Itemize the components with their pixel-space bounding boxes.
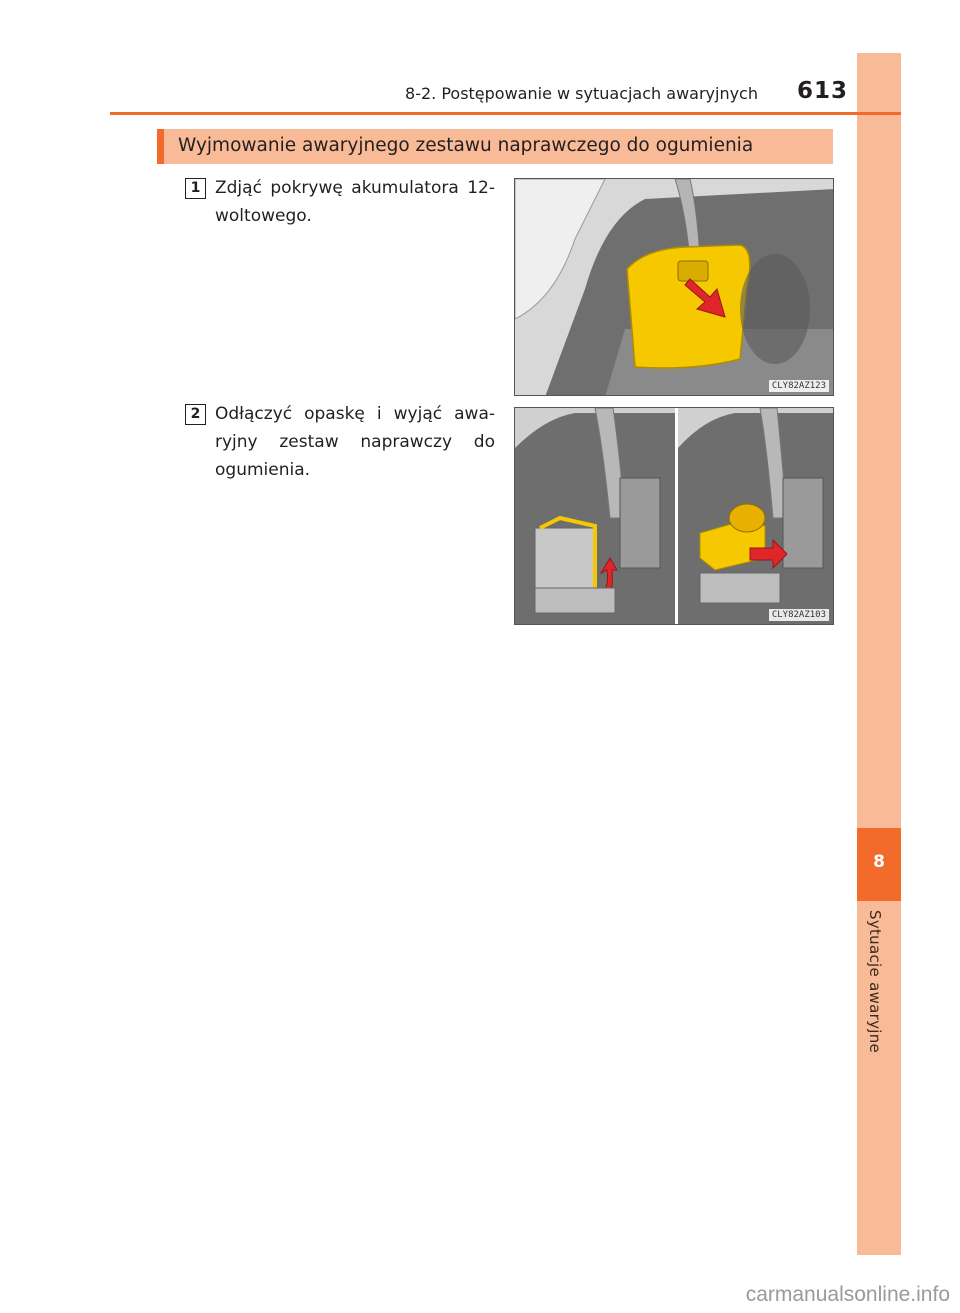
chapter-side-tab	[857, 53, 901, 1255]
figure-code-2: CLY82AZ103	[769, 609, 829, 621]
section-header	[157, 129, 833, 164]
step-text-2: Odłączyć opaskę i wyjąć awa-ryjny zestaw naprawczy do ogumienia.	[215, 404, 495, 480]
trunk-illustration-1	[515, 179, 834, 396]
step-text-1: Zdjąć pokrywę akumulatora 12-woltowego.	[215, 178, 495, 226]
section-title: Wyjmowanie awaryjnego zestawu naprawczego do ogumienia	[178, 135, 754, 156]
page-number: 613	[797, 78, 849, 104]
figure-code-1: CLY82AZ123	[769, 380, 829, 392]
step-number-2: 2	[185, 404, 206, 425]
chapter-label: Sytuacje awaryjne	[866, 910, 884, 1054]
watermark: carmanualsonline.info	[745, 1283, 950, 1306]
chapter-number: 8	[873, 852, 885, 872]
step-number-1: 1	[185, 178, 206, 199]
header-rule	[110, 112, 901, 115]
figure-repair-kit	[514, 407, 834, 625]
trunk-illustration-2	[515, 408, 834, 625]
header-title: 8-2. Postępowanie w sytuacjach awaryjnych	[405, 84, 758, 103]
figure-battery-cover	[514, 178, 834, 396]
